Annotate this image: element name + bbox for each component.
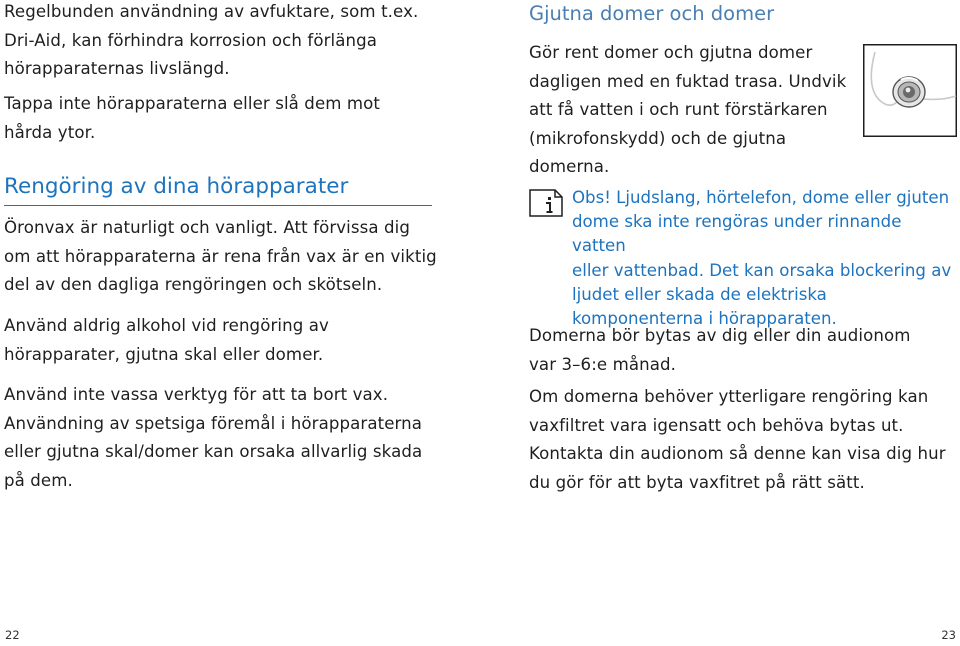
earwax-paragraph: Öronvax är naturligt och vanligt. Att förvissa dig om att hörapparaterna är rena från vax är en viktig del av den dagliga rengöringen och skötseln. [4,218,437,294]
wax-filter-paragraph: Om domerna behöver ytterligare rengöring kan vaxfiltret vara igensatt och behöva bytas ut. Kontakta din audionom så denne kan visa dig hur du gör för att byta vaxfitret på rätt sätt. [529,387,946,492]
note-icon [529,189,563,217]
sharp-tools-paragraph: Använd inte vassa verktyg för att ta bort vax. Användning av spetsiga föremål i hörapparaterna eller gjutna skal/domer kan orsaka allvarlig skada på dem. [4,385,423,490]
section-heading-domes: Gjutna domer och domer [529,2,775,25]
dehumidifier-paragraph: Regelbunden användning av avfuktare, som t.ex. Dri-Aid, kan förhindra korrosion och förlänga hörapparaternas livslängd. [4,2,419,78]
replace-domes-paragraph: Domerna bör bytas av dig eller din audionom var 3–6:e månad. [529,326,911,374]
dome-cleaning-paragraph: Gör rent domer och gjutna domer dagligen med en fuktad trasa. Undvik att få vatten i och runt förstärkaren (mikrofonskydd) och de gjutna domerna. [529,43,847,176]
dropping-paragraph: Tappa inte hörapparaterna eller slå dem mot hårda ytor. [4,94,381,142]
section-heading-cleaning: Rengöring av dina hörapparater [4,173,432,206]
page-number-left: 22 [5,628,20,642]
warning-note: Obs! Ljudslang, hörtelefon, dome eller gjuten dome ska inte rengöras under rinnande vatten eller vattenbad. Det kan orsaka blockering av ljudet eller skada de elektriska komponenterna i hörapparaten. [572,188,952,329]
alcohol-paragraph: Använd aldrig alkohol vid rengöring av hörapparater, gjutna skal eller domer. [4,316,329,364]
page-number-right: 23 [941,628,956,642]
dome-illustration [863,44,957,137]
